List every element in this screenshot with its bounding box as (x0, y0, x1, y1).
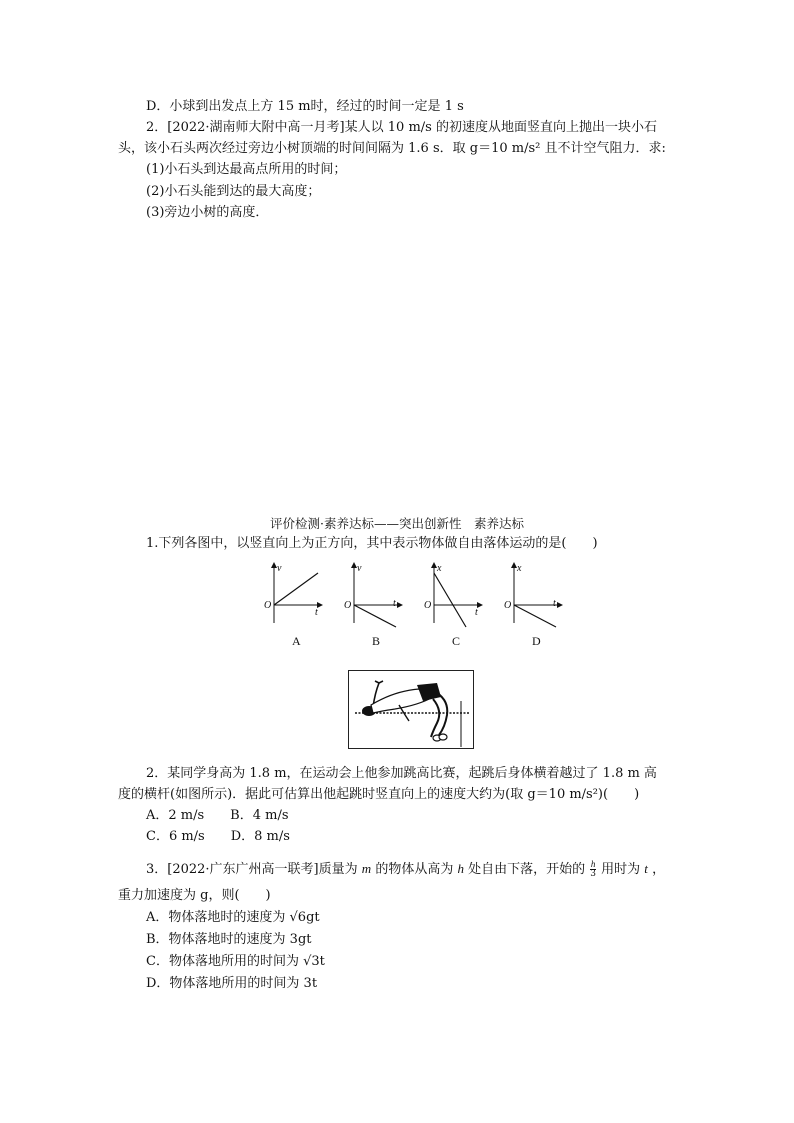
question-2-stem-line2: 头，该小石头两次经过旁边小树顶端的时间间隔为 1.6 s．取 g＝10 m/s² 且不计空气阻力．求: (118, 141, 666, 156)
fraction-denominator: 3 (590, 869, 596, 879)
problem-2-options-cd: C．6 m/s D．8 m/s (146, 829, 290, 844)
problem-1-stem: 1.下列各图中，以竖直向上为正方向，其中表示物体做自由落体运动的是( ) (146, 536, 598, 551)
graph-line (354, 605, 396, 627)
graph-c-label: C (452, 634, 461, 648)
graph-a-label: A (292, 634, 301, 648)
fraction-h-over-3 (590, 860, 596, 879)
problem-3-option-b: B．物体落地时的速度为 3gt (146, 932, 312, 947)
graph-d-svg (500, 561, 570, 629)
problem-3-option-c: C．物体落地所用的时间为 √3t (146, 954, 325, 969)
fraction-numerator: h (590, 859, 596, 869)
y-axis-label: v (357, 563, 362, 574)
graph-line (514, 605, 556, 627)
problem-2-stem-line1: 2．某同学身高为 1.8 m，在运动会上他参加跳高比赛，起跳后身体横着越过了 1.8 m 高 (146, 766, 657, 781)
problem-3-stem-part5: ， (652, 862, 666, 877)
problem-2-stem-line2: 度的横杆(如图所示)．据此可估算出他起跳时竖直向上的速度大约为(取 g＝10 m/s²)( ) (118, 787, 640, 802)
y-axis-label: x (437, 563, 442, 574)
problem-3-stem-part2: 的物体从高为 (375, 862, 454, 877)
problem-3-stem-line1 (146, 860, 665, 879)
variable-t: t (644, 861, 648, 876)
problem-3-stem-part4: 用时为 (601, 862, 641, 877)
high-jump-figure (348, 670, 474, 749)
x-axis-label: t (393, 598, 396, 609)
y-axis-label: x (517, 563, 522, 574)
problem-3-stem-part3: 处自由下落，开始的 (468, 862, 586, 877)
question-2-sub3: (3)旁边小树的高度． (146, 205, 269, 220)
graph-line (434, 573, 466, 627)
question-2-stem-line1: 2．[2022·湖南师大附中高一月考]某人以 10 m/s 的初速度从地面竖直向上抛出一块小石 (146, 120, 657, 135)
variable-h: h (457, 861, 464, 876)
x-axis-label: t (553, 598, 556, 609)
y-axis-label: v (277, 563, 282, 574)
graph-b-label: B (372, 634, 381, 648)
origin-label: O (264, 600, 272, 611)
graph-d-label: D (532, 634, 541, 648)
problem-3-stem-part1: 3．[2022·广东广州高一联考]质量为 (146, 862, 358, 877)
question-2-sub2: (2)小石头能到达的最大高度； (146, 184, 321, 199)
x-axis-label: t (315, 607, 318, 618)
graph-c (420, 561, 490, 629)
problem-3-stem-line2: 重力加速度为 g，则( ) (118, 888, 271, 903)
graph-b (340, 561, 410, 629)
graph-b-svg (340, 561, 410, 629)
origin-label: O (344, 600, 352, 611)
problem-2-options-ab: A．2 m/s B．4 m/s (146, 808, 289, 823)
graph-line (274, 573, 318, 605)
graph-a (260, 561, 330, 629)
question-2-sub1: (1)小石头到达最高点所用的时间； (146, 162, 347, 177)
graph-a-svg (260, 561, 330, 629)
origin-label: O (504, 600, 512, 611)
section-title: 评价检测·素养达标——突出创新性 素养达标 (270, 516, 524, 531)
high-jump-illustration (349, 671, 473, 748)
question-option-d: D．小球到出发点上方 15 m时，经过的时间一定是 1 s (146, 99, 464, 114)
graph-d (500, 561, 570, 629)
problem-3-option-a: A．物体落地时的速度为 √6gt (146, 910, 320, 925)
variable-m: m (361, 861, 372, 876)
graph-c-svg (420, 561, 490, 629)
x-axis-label: t (475, 607, 478, 618)
origin-label: O (424, 600, 432, 611)
problem-3-option-d: D．物体落地所用的时间为 3t (146, 976, 318, 991)
